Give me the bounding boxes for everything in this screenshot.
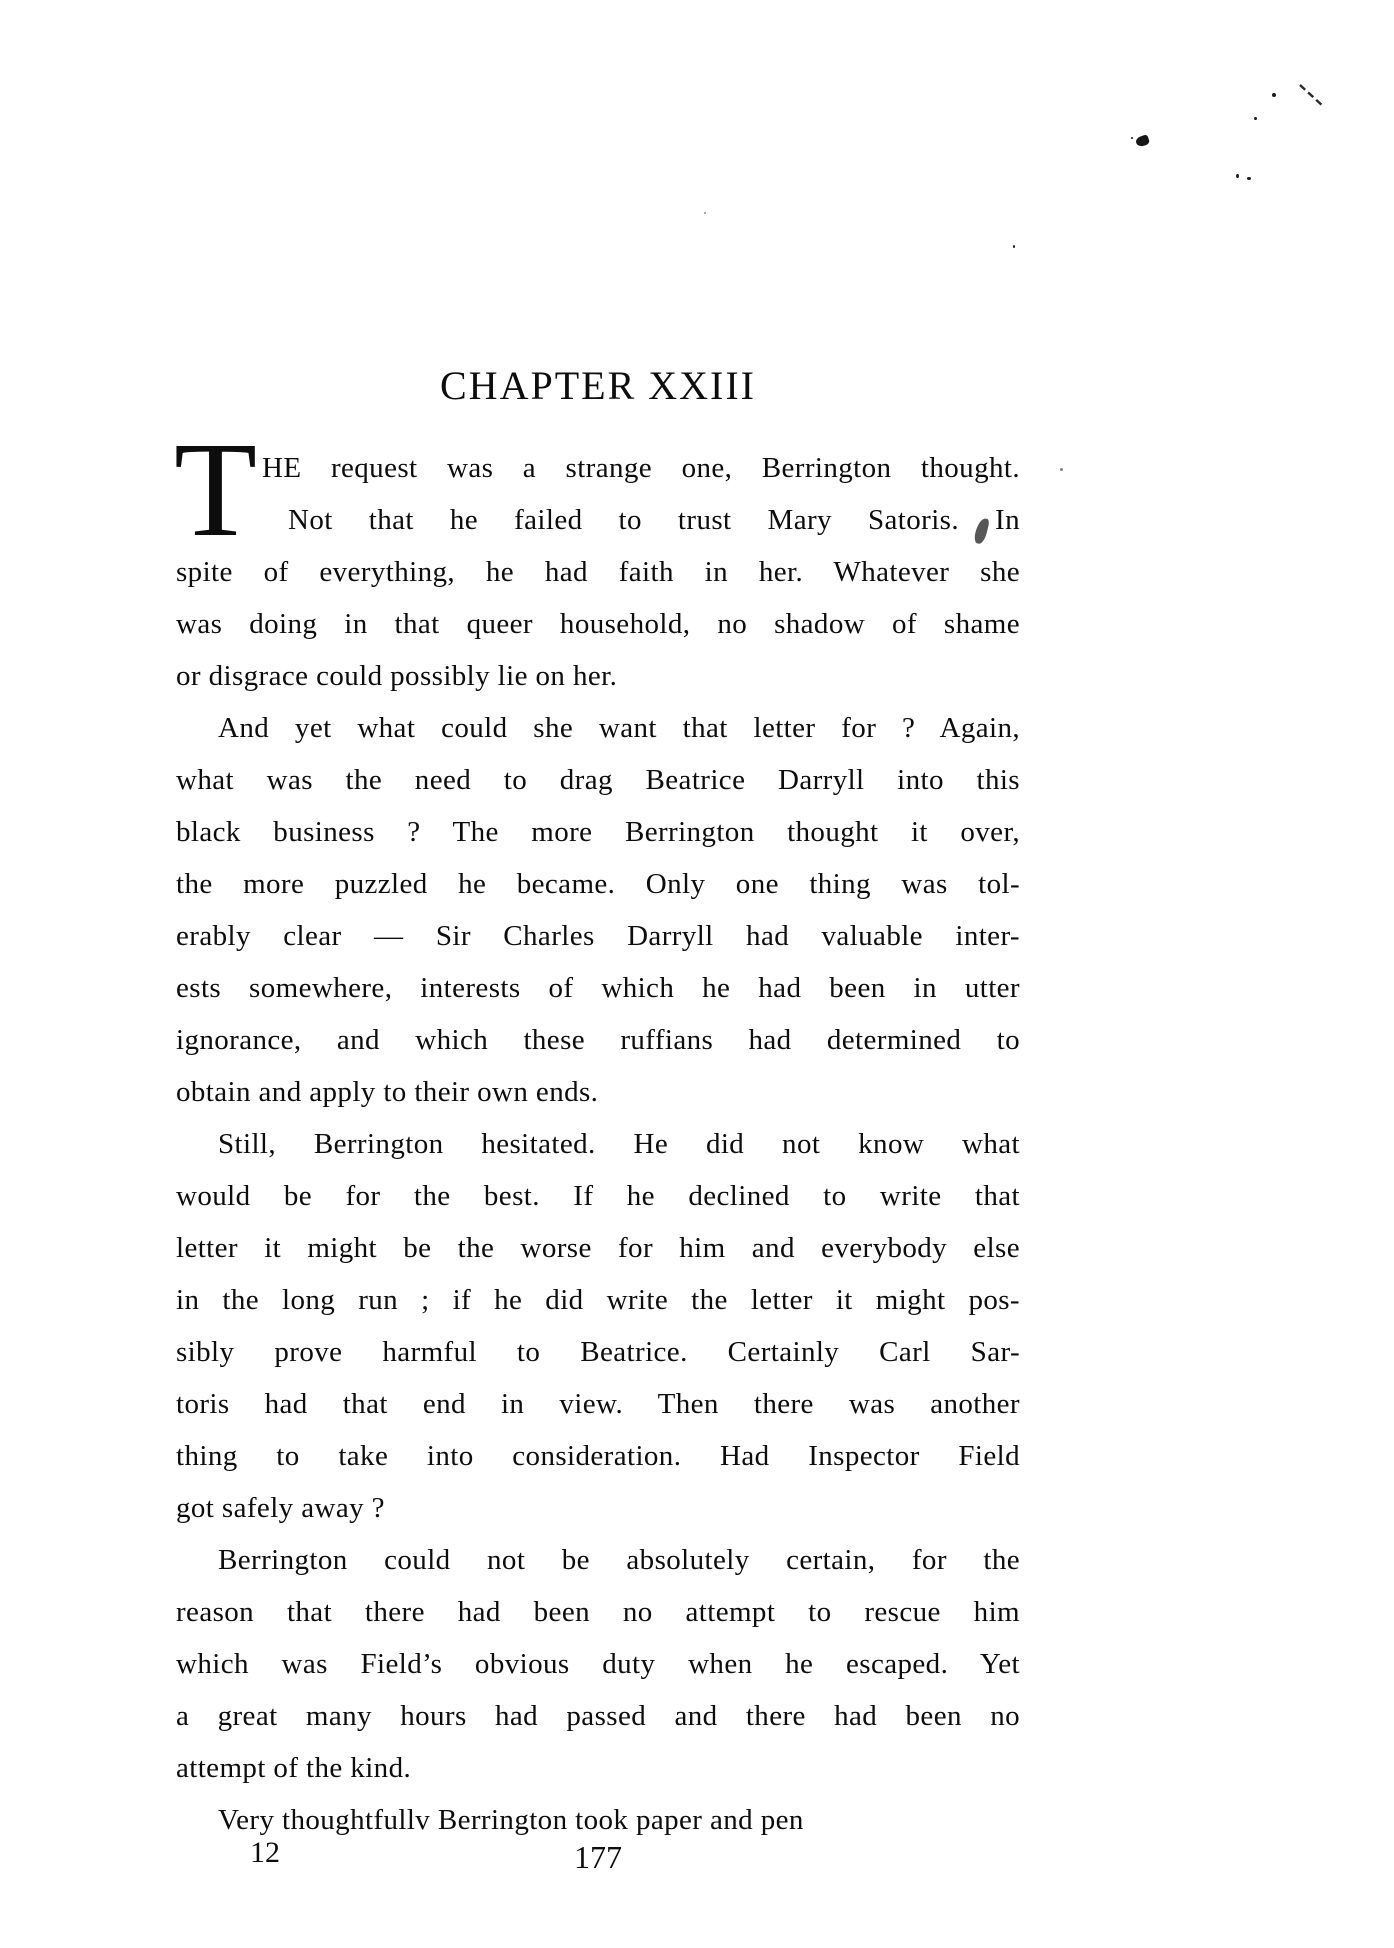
text-line: Still, Berrington hesitated. He did not know what (218, 1128, 1020, 1160)
scan-speck (1272, 93, 1276, 97)
text-line: sibly prove harmful to Beatrice. Certainly Carl Sar- (176, 1336, 1020, 1368)
text-line: erably clear — Sir Charles Darryll had valuable inter- (176, 920, 1020, 952)
text-line: was doing in that queer household, no shadow of shame (176, 608, 1020, 640)
footer-page-number: 177 (574, 1839, 622, 1875)
text-line: letter it might be the worse for him and everybody else (176, 1232, 1020, 1264)
scan-speck (1247, 177, 1251, 180)
scan-stroke-mark (1292, 80, 1332, 114)
scan-speck (1060, 468, 1063, 471)
text-line: a great many hours had passed and there had been no (176, 1700, 1020, 1732)
text-line: got safely away ? (176, 1492, 385, 1524)
text-line: black business ? The more Berrington thought it over, (176, 816, 1020, 848)
chapter-heading: CHAPTER XXIII (440, 363, 756, 408)
text-line: the more puzzled he became. Only one thing was tol- (176, 868, 1020, 900)
text-line: what was the need to drag Beatrice Darryll into this (176, 764, 1020, 796)
text-line: reason that there had been no attempt to rescue him (176, 1596, 1020, 1628)
text-line: attempt of the kind. (176, 1752, 412, 1784)
text-line: And yet what could she want that letter for ? Again, (218, 712, 1020, 744)
text-line: HE request was a strange one, Berrington thought. (262, 452, 1020, 484)
text-line: or disgrace could possibly lie on her. (176, 660, 618, 692)
text-line: which was Field’s obvious duty when he escaped. Yet (176, 1648, 1020, 1680)
text-line: Not that he failed to trust Mary Satoris. In (288, 504, 1020, 536)
scan-speck (1236, 174, 1239, 178)
text-line: Berrington could not be absolutely certain, for the (218, 1544, 1020, 1576)
scan-ink-blot (1135, 134, 1150, 148)
text-line: would be for the best. If he declined to write that (176, 1180, 1020, 1212)
text-line: obtain and apply to their own ends. (176, 1076, 599, 1108)
text-line: ests somewhere, interests of which he had been in utter (176, 972, 1020, 1004)
footer-signature-number: 12 (250, 1836, 280, 1869)
text-line: toris had that end in view. Then there was another (176, 1388, 1020, 1420)
text-block (174, 363, 1020, 1846)
text-line: Very thoughtfullv Berrington took paper and pen (218, 1804, 804, 1836)
scan-speck (1254, 117, 1257, 120)
scan-speck (1013, 245, 1015, 248)
scan-speck (704, 212, 706, 214)
paragraph-3 (176, 1118, 1020, 1534)
drop-cap: T (174, 415, 258, 565)
paragraph-1 (174, 415, 1020, 702)
scan-speck (1131, 137, 1133, 139)
paragraph-2 (176, 702, 1020, 1118)
text-line: thing to take into consideration. Had Inspector Field (176, 1440, 1020, 1472)
text-line: in the long run ; if he did write the letter it might pos- (176, 1284, 1020, 1316)
paragraph-4 (176, 1534, 1020, 1794)
text-line: spite of everything, he had faith in her. Whatever she (176, 556, 1020, 588)
text-line: ignorance, and which these ruffians had determined to (176, 1024, 1020, 1056)
